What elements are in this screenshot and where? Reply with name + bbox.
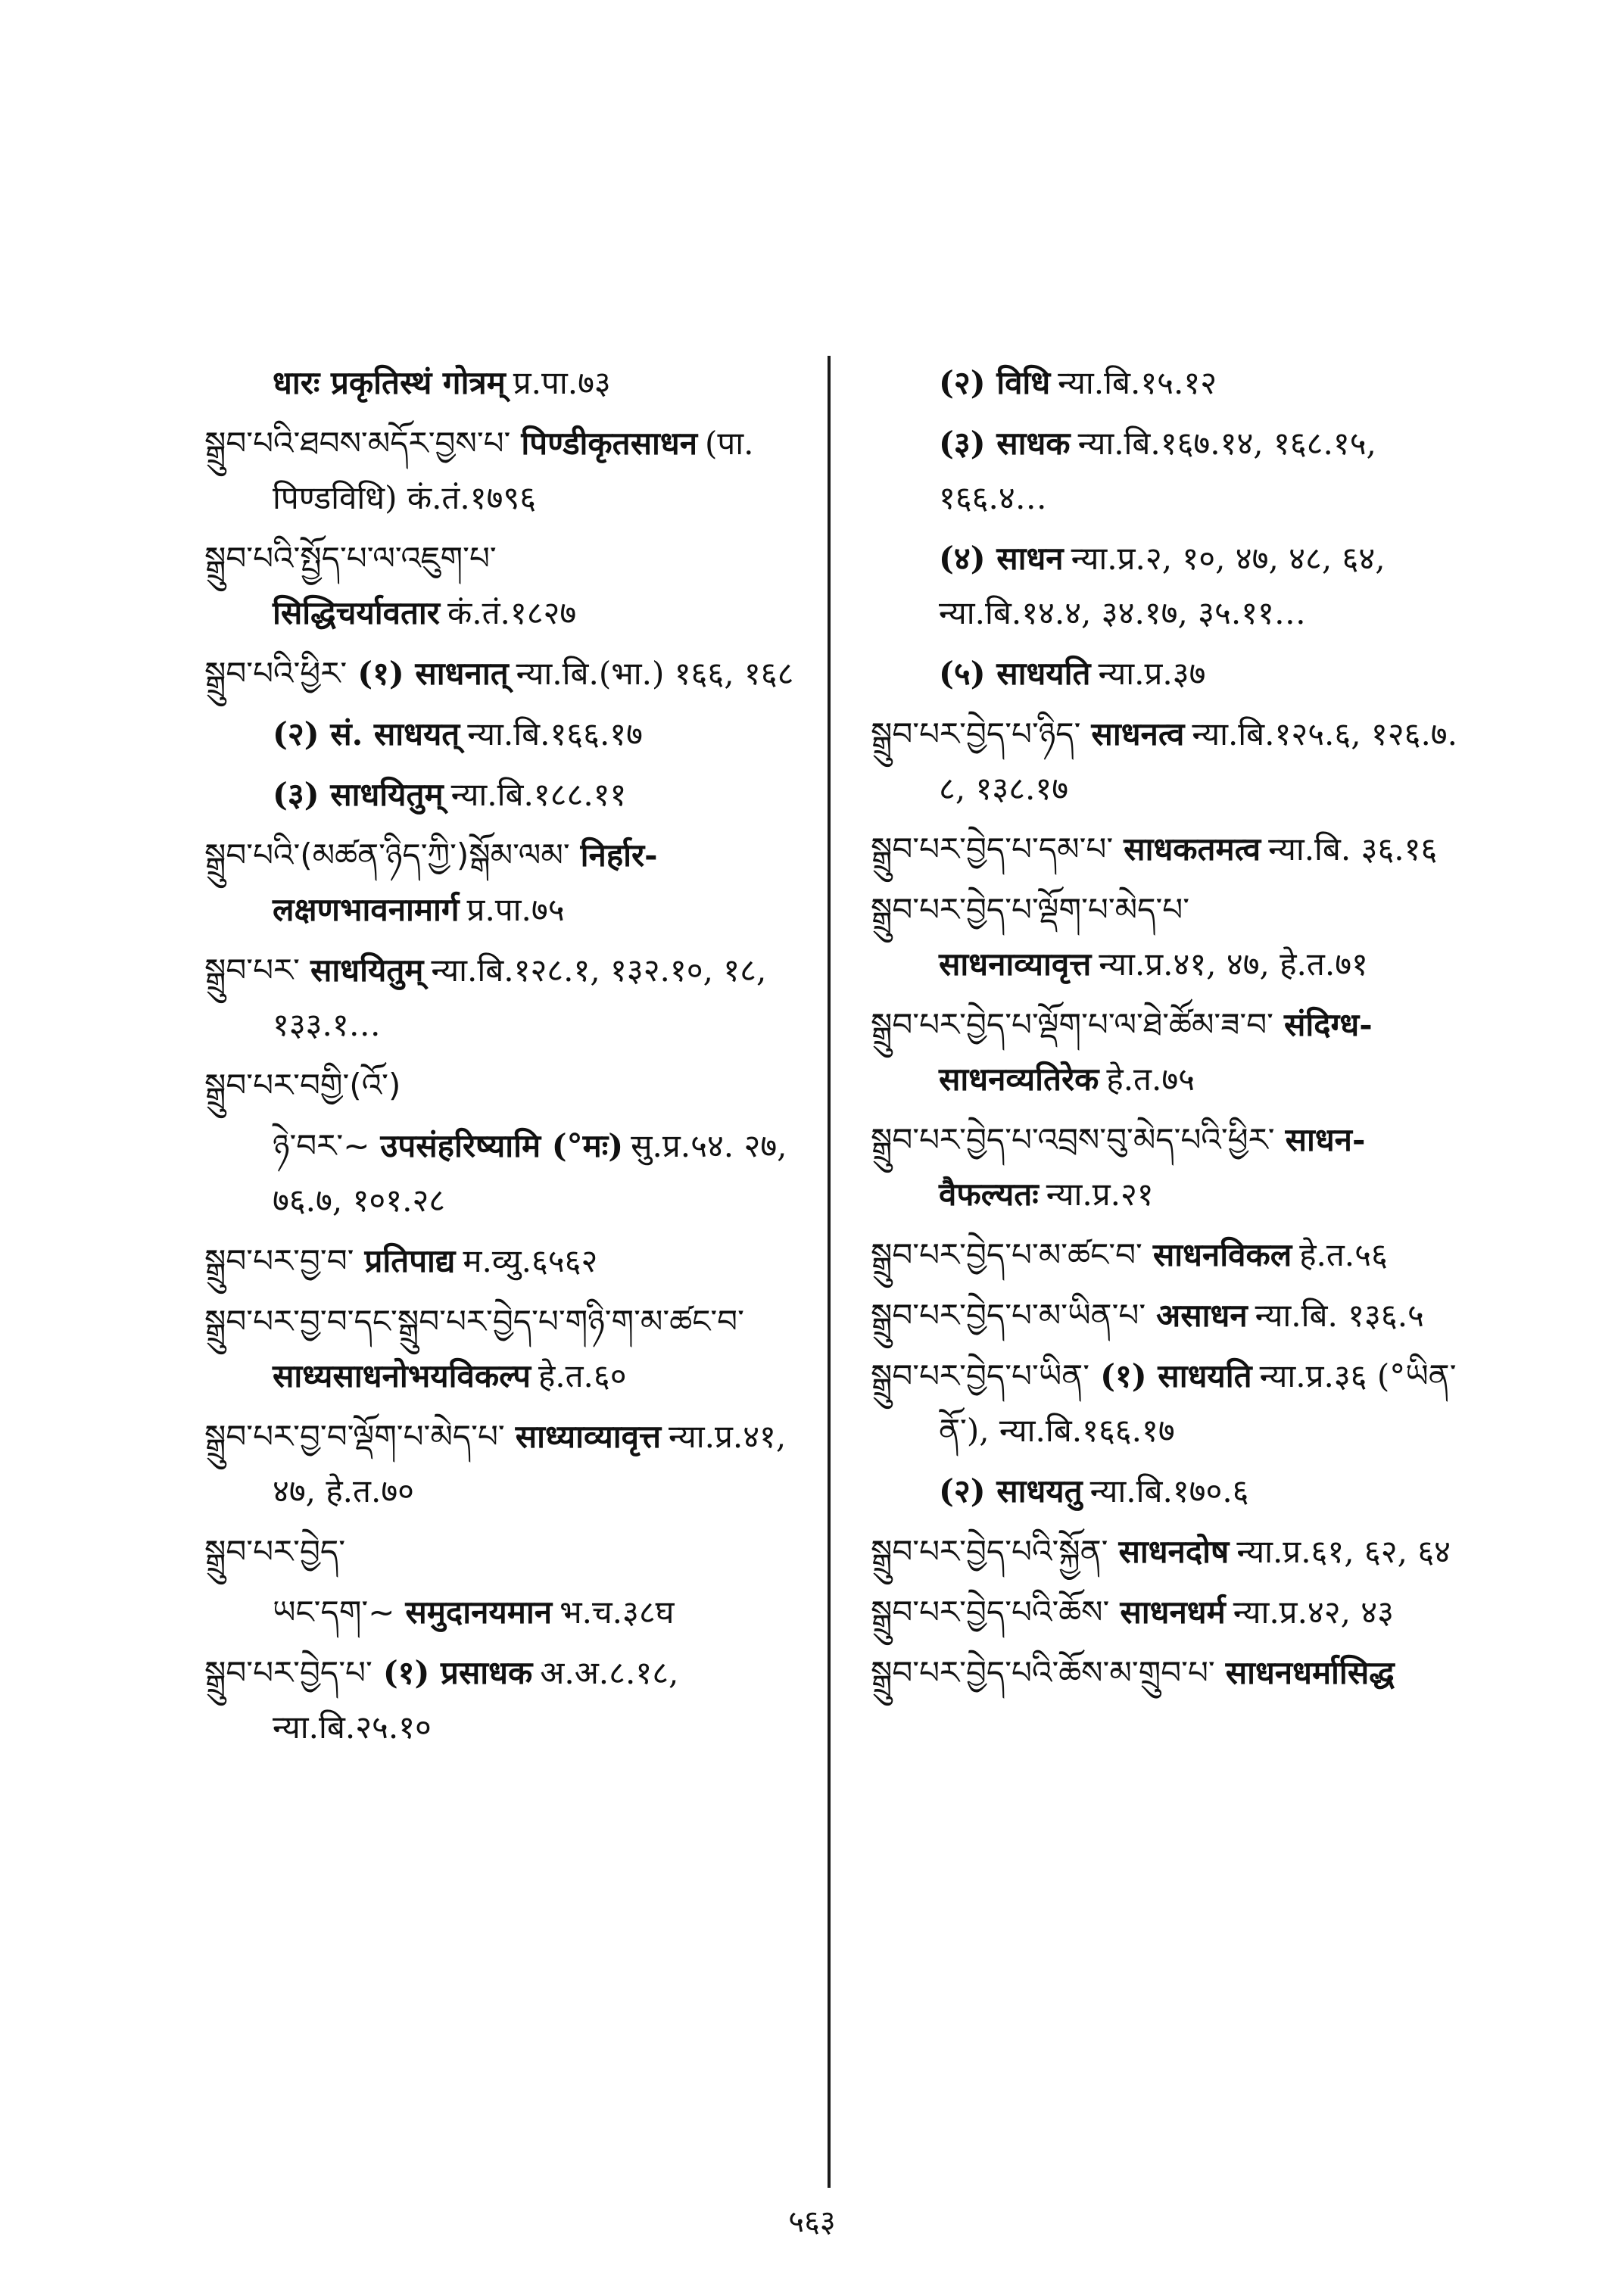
sanskrit-equivalent: (१) साधनात् bbox=[357, 655, 509, 692]
column-divider bbox=[828, 356, 831, 2188]
sanskrit-equivalent: (२) सं. साधयत् bbox=[273, 715, 460, 752]
tibetan-headword: སྒྲུབ་པར་བྱེད་པ་མ་ཡིན་པ་ bbox=[871, 1297, 1146, 1334]
sanskrit-equivalent: धारः प्रकृतिस्थं गोत्रम् bbox=[273, 364, 506, 401]
left-column bbox=[204, 356, 795, 1761]
sanskrit-equivalent: साधनत्व bbox=[1091, 715, 1185, 752]
dictionary-entry bbox=[871, 1113, 1461, 1222]
tibetan-headword: སྒྲུབ་པར་བྱེད་པ་མ་ཚང་བ་ bbox=[871, 1236, 1142, 1273]
dictionary-entry bbox=[204, 1058, 795, 1113]
dictionary-entry bbox=[204, 768, 795, 822]
sanskrit-equivalent: (२) साधयतु bbox=[939, 1472, 1083, 1509]
sanskrit-equivalent: साध्याव्यावृत्त bbox=[515, 1418, 661, 1455]
dictionary-entry bbox=[871, 646, 1461, 701]
dictionary-entry bbox=[204, 1234, 795, 1288]
sanskrit-equivalent: (१) प्रसाधक bbox=[382, 1654, 533, 1691]
dictionary-entry bbox=[204, 646, 795, 701]
sanskrit-equivalent: सिद्धिचर्यावतार bbox=[273, 594, 440, 631]
sanskrit-equivalent: असाधन bbox=[1156, 1297, 1248, 1334]
tibetan-headword: ཡང་དག་~ bbox=[273, 1594, 395, 1631]
sanskrit-equivalent: उपसंहरिष्यामि (°मः) bbox=[380, 1127, 624, 1164]
source-reference: कं.तं.१८२७ bbox=[447, 594, 577, 631]
dictionary-entry bbox=[871, 822, 1461, 877]
dictionary-entry bbox=[871, 1288, 1461, 1343]
tibetan-headword: སྒྲུབ་པར་བྱེད་པ་འབྲས་བུ་མེད་པའི་ཕྱིར་ bbox=[871, 1121, 1275, 1158]
source-reference: न्या.बि. ३६.१६ bbox=[1268, 830, 1438, 868]
source-reference: हे.त.७५ bbox=[1106, 1061, 1195, 1098]
source-reference: न्या.बि.१७०.६ bbox=[1089, 1472, 1249, 1509]
sanskrit-equivalent: साधयितुम् bbox=[310, 952, 424, 989]
dictionary-entry bbox=[204, 1646, 795, 1755]
sanskrit-equivalent: साधनविकल bbox=[1152, 1236, 1292, 1273]
dictionary-entry bbox=[204, 1119, 795, 1228]
dictionary-entry bbox=[204, 356, 795, 410]
sanskrit-equivalent: निर्हार-लक्षणभावनामार्ग bbox=[273, 837, 658, 928]
sanskrit-equivalent: (२) विधि bbox=[939, 364, 1051, 401]
dictionary-entry bbox=[204, 1410, 795, 1519]
sanskrit-equivalent: साधनधर्मासिद्ध bbox=[1225, 1654, 1395, 1691]
source-reference: म.व्यु.६५६२ bbox=[463, 1242, 598, 1279]
tibetan-headword: སྒྲུབ་པར་བྱེད་ bbox=[204, 1533, 346, 1570]
tibetan-headword: སྒྲུབ་པར་བྱེད་པ་ལྡོག་པ་ལ་ཐེ་ཚོམ་ཟ་བ་ bbox=[871, 1006, 1273, 1043]
tibetan-headword: སྒྲུབ་པར་བྱེད་པ་ལྡོག་པ་མེད་པ་ bbox=[871, 891, 1190, 928]
sanskrit-equivalent: (३) साधक bbox=[939, 425, 1071, 462]
source-reference: न्या.प्र.३७ bbox=[1098, 655, 1206, 692]
sanskrit-equivalent: साधनदोष bbox=[1118, 1533, 1230, 1570]
sanskrit-equivalent: (३) साधयितुम् bbox=[273, 776, 444, 813]
dictionary-entry bbox=[871, 707, 1461, 816]
sanskrit-equivalent: साधनधर्म bbox=[1120, 1594, 1226, 1631]
sanskrit-equivalent: साध्यसाधनोभयविकल्प bbox=[273, 1357, 531, 1394]
dictionary-entry bbox=[204, 1525, 795, 1579]
tibetan-headword: སྒྲུབ་པའི་ཐབས་མདོར་བྱས་པ་ bbox=[204, 425, 511, 462]
tibetan-headword: སྒྲུབ་པར་བགྱི་(འོ་) bbox=[204, 1067, 401, 1104]
sanskrit-equivalent: साधन-वैफल्यतः bbox=[939, 1121, 1366, 1213]
sanskrit-equivalent: समुदानयमान bbox=[405, 1594, 553, 1631]
source-reference: न्या.बि.१६७.१४, १६८.१५, १६६.४… bbox=[939, 425, 1376, 516]
source-reference: न्या.प्र.४१, ४७, हे.त.७१ bbox=[1099, 946, 1368, 983]
source-reference: न्या.बि.१८८.११ bbox=[450, 776, 627, 813]
dictionary-entry bbox=[871, 998, 1461, 1107]
source-reference: न्या.प्र.३६ (°ཡིན་ནོ་), न्या.बि.१६६.१७ bbox=[939, 1357, 1457, 1449]
source-reference: प्र.पा.७३ bbox=[513, 364, 611, 401]
sanskrit-equivalent: प्रतिपाद्य bbox=[364, 1242, 456, 1279]
sanskrit-equivalent: संदिग्ध-साधनव्यतिरेक bbox=[939, 1006, 1373, 1098]
dictionary-entry bbox=[204, 1294, 795, 1404]
tibetan-headword: སྒྲུབ་པར་བྱེད་པའི་ཆོས་ bbox=[871, 1594, 1110, 1631]
dictionary-entry bbox=[871, 1585, 1461, 1640]
sanskrit-equivalent: साधकतमत्व bbox=[1124, 830, 1261, 868]
source-reference: न्या.बि.१२५.६, १२६.७. ८, १३८.१७ bbox=[939, 715, 1457, 807]
source-reference: अ.अ.८.१८, न्या.बि.२५.१० bbox=[273, 1654, 679, 1746]
tibetan-headword: སྒྲུབ་པའི་(མཚན་ཉིད་ཀྱི་)སྒོམ་ལམ་ bbox=[204, 837, 570, 874]
dictionary-entry bbox=[871, 1464, 1461, 1519]
source-reference: प्र.पा.७५ bbox=[466, 891, 565, 928]
source-reference: न्या.बि. १३६.५ bbox=[1255, 1297, 1424, 1334]
dictionary-entry bbox=[204, 531, 795, 640]
tibetan-headword: སྒྲུབ་པར་བྱེད་པའི་སྐྱོན་ bbox=[871, 1533, 1108, 1570]
dictionary-entry bbox=[204, 707, 795, 762]
tibetan-headword: སྒྲུབ་པར་བྱེད་པ་ཉིད་ bbox=[871, 715, 1081, 752]
source-reference: न्या.बि.(भा.) १६६, १६८ bbox=[516, 655, 794, 692]
source-reference: न्या.बि.१६६.१७ bbox=[467, 715, 643, 752]
right-column bbox=[871, 356, 1461, 1706]
source-reference: न्या.बि.१२८.१, १३२.१०, १८, १३३.१… bbox=[273, 952, 767, 1043]
source-reference: न्या.बि.१५.१२ bbox=[1058, 364, 1217, 401]
tibetan-headword: སྒྲུབ་པར་བྱེད་པ་ bbox=[204, 1654, 372, 1691]
tibetan-headword: སྒྲུབ་པར་བྱེད་པའི་ཆོས་མ་གྲུབ་པ་ bbox=[871, 1654, 1215, 1691]
dictionary-entry bbox=[204, 416, 795, 525]
sanskrit-equivalent: साधनाव्यावृत्त bbox=[939, 946, 1092, 983]
dictionary-entry bbox=[871, 416, 1461, 525]
dictionary-entry bbox=[871, 356, 1461, 410]
source-reference: न्या.प्र.२, १०, ४७, ४८, ६४, न्या.बि.१४.४, ३४.१७, ३५.११… bbox=[939, 540, 1386, 631]
dictionary-entry bbox=[871, 1646, 1461, 1700]
source-reference: हे.त.५६ bbox=[1299, 1236, 1388, 1273]
source-reference: न्या.प्र.४२, ४३ bbox=[1233, 1594, 1394, 1631]
dictionary-entry bbox=[871, 1349, 1461, 1458]
source-reference: भ.च.३८घ bbox=[560, 1594, 675, 1631]
tibetan-headword: སྒྲུབ་པའི་ཕྱིར་ bbox=[204, 655, 348, 692]
tibetan-headword: སྒྲུབ་པའི་སྤྱོད་པ་ལ་འཇུག་པ་ bbox=[204, 540, 497, 577]
sanskrit-equivalent: (४) साधन bbox=[939, 540, 1064, 577]
page-number: ५६३ bbox=[788, 2204, 836, 2239]
tibetan-headword: ཉེ་བར་~ bbox=[273, 1127, 370, 1164]
tibetan-headword: སྒྲུབ་པར་ bbox=[204, 952, 301, 989]
tibetan-headword: སྒྲུབ་པར་བྱ་བ་ bbox=[204, 1242, 354, 1279]
tibetan-headword: སྒྲུབ་པར་བྱེད་པ་དམ་པ་ bbox=[871, 830, 1114, 868]
source-reference: सु.प्र.५४. २७, ७६.७, १०१.२८ bbox=[273, 1127, 787, 1219]
dictionary-entry bbox=[204, 943, 795, 1052]
source-reference: हे.त.६० bbox=[538, 1357, 627, 1394]
source-reference: (पा. पिण्डविधि) कं.तं.१७९६ bbox=[273, 425, 754, 516]
source-reference: न्या.प्र.२१ bbox=[1046, 1176, 1154, 1213]
dictionary-entry bbox=[871, 1525, 1461, 1579]
sanskrit-equivalent: (१) साधयति bbox=[1100, 1357, 1252, 1394]
tibetan-headword: སྒྲུབ་པར་བྱེད་པ་ཡིན་ bbox=[871, 1357, 1090, 1394]
dictionary-entry bbox=[871, 883, 1461, 992]
dictionary-entry bbox=[204, 828, 795, 937]
source-reference: न्या.प्र.४१, ४७, हे.त.७० bbox=[273, 1418, 787, 1509]
tibetan-headword: སྒྲུབ་པར་བྱ་བ་ལྡོག་པ་མེད་པ་ bbox=[204, 1418, 505, 1455]
source-reference: न्या.प्र.६१, ६२, ६४ bbox=[1236, 1533, 1451, 1570]
dictionary-entry bbox=[871, 531, 1461, 640]
dictionary-entry bbox=[871, 1228, 1461, 1282]
sanskrit-equivalent: (५) साधयति bbox=[939, 655, 1091, 692]
dictionary-entry bbox=[204, 1585, 795, 1640]
sanskrit-equivalent: पिण्डीकृतसाधन bbox=[521, 425, 698, 462]
tibetan-headword: སྒྲུབ་པར་བྱ་བ་དང་སྒྲུབ་པར་བྱེད་པ་གཉི་ག་མ་ཚང་བ་ bbox=[204, 1303, 744, 1340]
